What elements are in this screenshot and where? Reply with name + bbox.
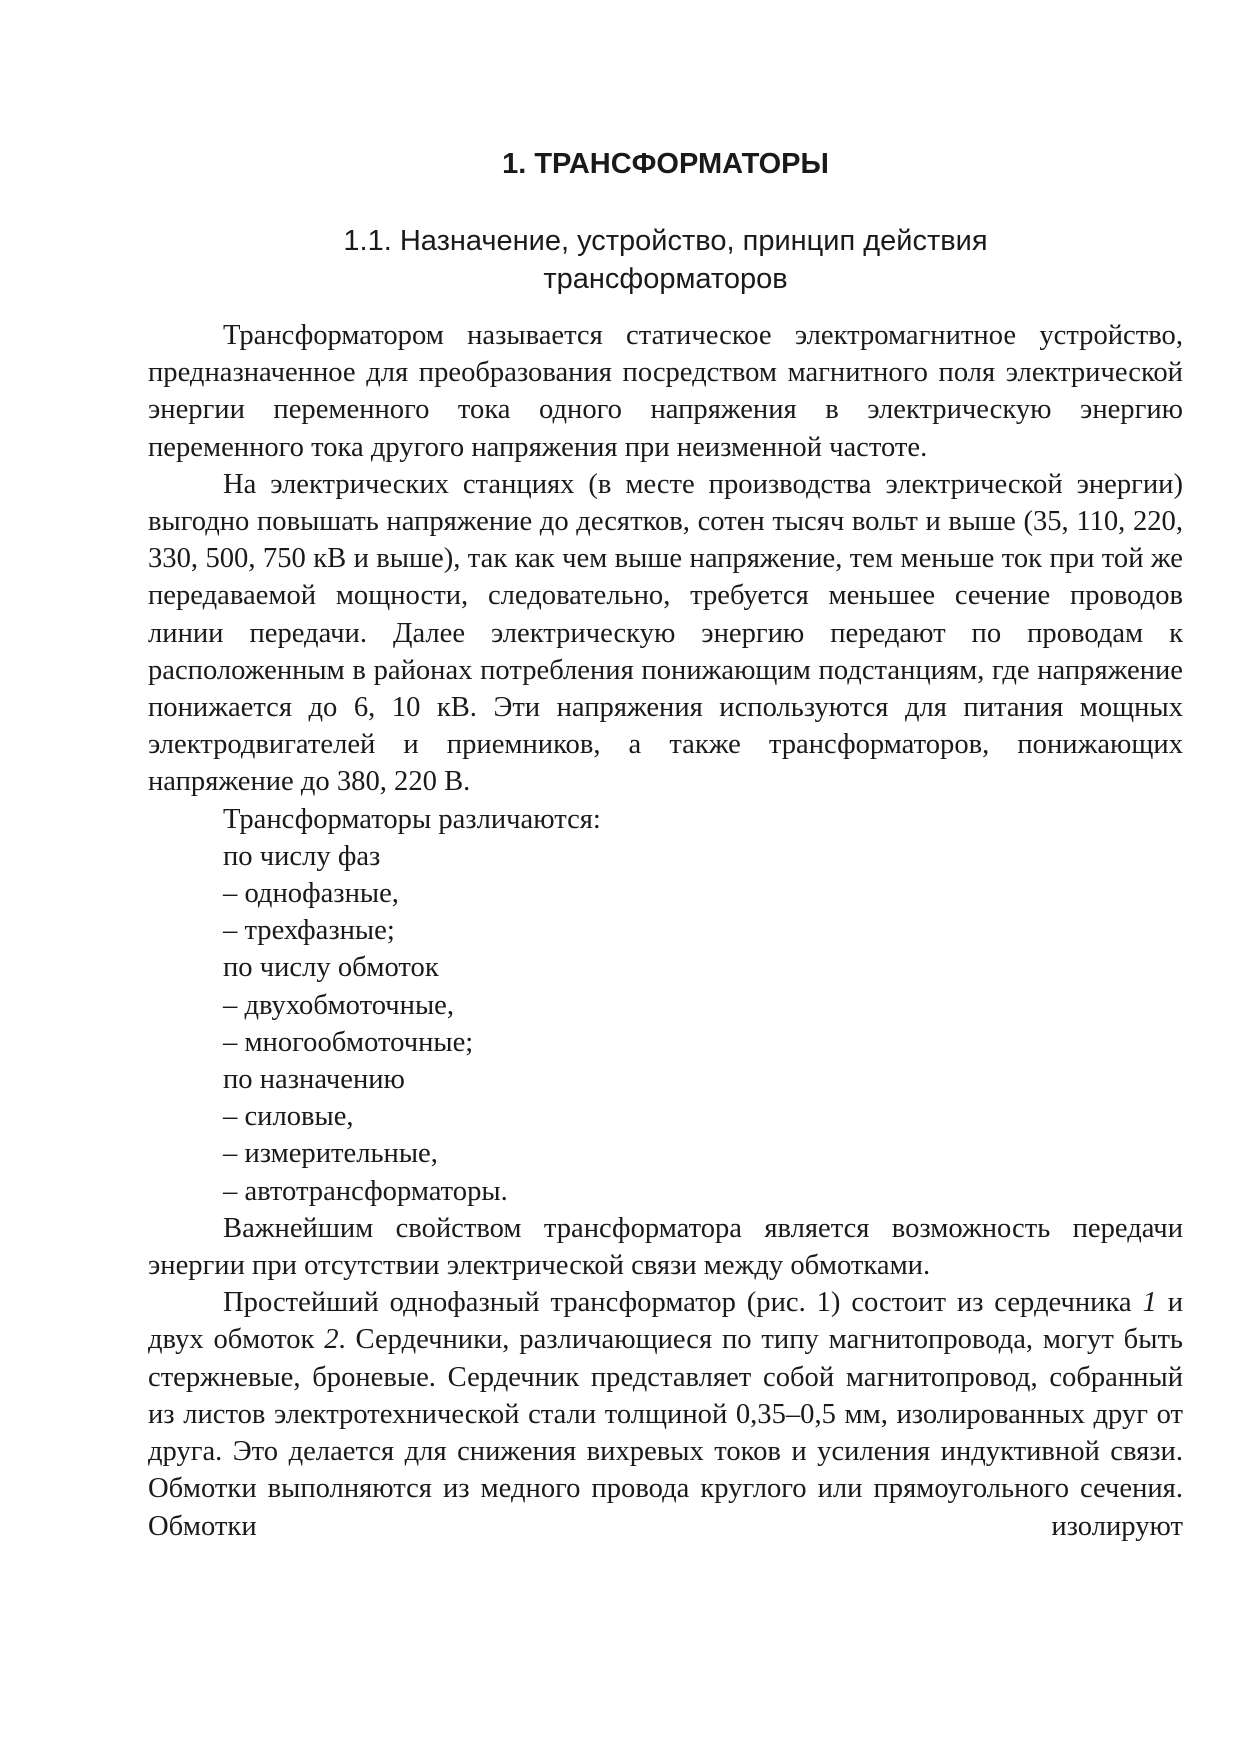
- paragraph-definition: Трансформатором называется статическое электромагнитное устройство, предназначенное для преобразования посредством магнитного поля электрической энергии переменного тока одного напряжения в электрическую энергию переменного тока другого напряжения при неизменной частоте.: [148, 320, 1183, 463]
- text-run: и двух обмоток: [148, 1287, 1183, 1356]
- paragraph-simple-transformer: [148, 1284, 1183, 1544]
- text-run: . Сердечники, различающиеся по типу магнитопровода, могут быть стержневые, броневые. Сердечник представляет собой магнитопровод, собранный из листов электротехнической стали толщиной 0,35–0,5 мм, изолированных друг от друга. Это делается для снижения вихревых токов и усиления индуктивной связи. Обмотки выполняются из медного провода круглого или прямоугольного сечения. Обмотки изолируют: [148, 1324, 1183, 1542]
- classification-heading-windings: по числу обмоток: [223, 952, 439, 984]
- paragraph-key-property: Важнейшим свойством трансформатора является возможность передачи энергии при отсутствии электрической связи между обмотками.: [148, 1212, 1183, 1282]
- section-title: [148, 222, 1183, 298]
- list-item-power: – силовые,: [223, 1101, 354, 1133]
- list-item-three-phase: – трехфазные;: [223, 915, 395, 947]
- classification-heading-phases: по числу фаз: [223, 840, 381, 872]
- list-item-measuring: – измерительные,: [223, 1138, 438, 1170]
- classification-intro: Трансформаторы различаются:: [223, 803, 601, 835]
- figure-ref-core: 1: [1142, 1287, 1157, 1319]
- figure-ref-windings: 2: [324, 1324, 339, 1356]
- classification-heading-purpose: по назначению: [223, 1064, 405, 1096]
- list-item-autotransformers: – автотрансформаторы.: [223, 1175, 508, 1207]
- section-title-line-1: 1.1. Назначение, устройство, принцип действия: [343, 225, 988, 257]
- paragraph-power-stations: На электрических станциях (в месте производства электрической энергии) выгодно повышать напряжение до десятков, сотен тысяч вольт и выше (35, 110, 220, 330, 500, 750 кВ и выше), так как чем выше напряжение, тем меньше ток при той же передаваемой мощности, следовательно, требуется меньшее сечение проводов линии передачи. Далее электрическую энергию передают по проводам к расположенным в районах потребления понижающим подстанциям, где напряжение понижается до 6, 10 кВ. Эти напряжения используются для питания мощных электродвигателей и приемников, а также трансформаторов, понижающих напряжение до 380, 220 В.: [148, 468, 1183, 798]
- list-item-single-phase: – однофазные,: [223, 878, 399, 910]
- body-text: [148, 317, 1183, 1545]
- list-item-multi-winding: – многообмоточные;: [223, 1026, 474, 1058]
- chapter-title: 1. ТРАНСФОРМАТОРЫ: [502, 148, 829, 180]
- section-title-line-2: трансформаторов: [543, 263, 788, 295]
- text-run: Простейший однофазный трансформатор (рис. 1) состоит из сердечника: [223, 1287, 1143, 1319]
- list-item-two-winding: – двухобмоточные,: [223, 989, 455, 1021]
